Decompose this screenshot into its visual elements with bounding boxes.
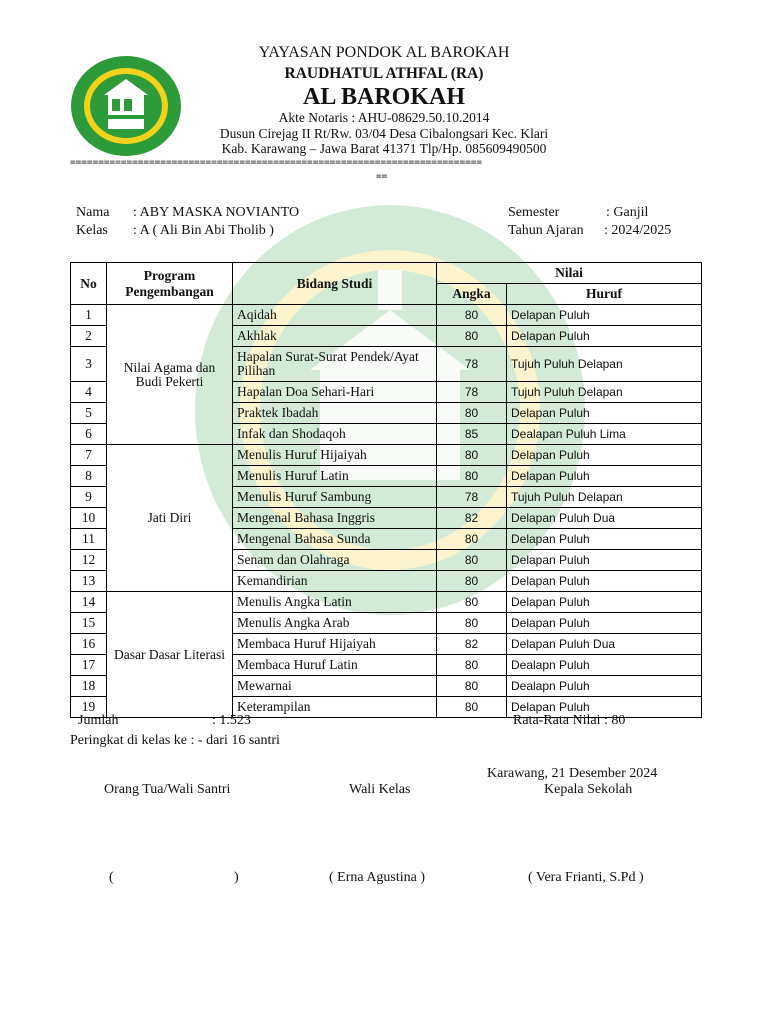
table-row <box>71 445 702 466</box>
peringkat-kelas: Peringkat di kelas ke : - dari 16 santri <box>70 733 280 748</box>
tahun-ajaran-value: : 2024/2025 <box>604 223 672 238</box>
score-words: Delapan Puluh <box>507 592 702 613</box>
row-number: 9 <box>71 487 107 508</box>
score-words: Dealapn Puluh <box>507 655 702 676</box>
row-number: 5 <box>71 403 107 424</box>
score-words: Delapan Puluh <box>507 550 702 571</box>
score-words: Delapan Puluh <box>507 466 702 487</box>
score-words: Delapan Puluh <box>507 571 702 592</box>
rata-rata-nilai: Rata-Rata Nilai : 80 <box>513 713 626 728</box>
semester-label: Semester <box>508 205 560 220</box>
subject-name: Mengenal Bahasa Sunda <box>233 529 437 550</box>
score-words: Delapan Puluh <box>507 529 702 550</box>
nama-label: Nama <box>76 205 110 220</box>
score-words: Tujuh Puluh Delapan <box>507 382 702 403</box>
score-number: 78 <box>437 347 507 382</box>
row-number: 16 <box>71 634 107 655</box>
row-number: 6 <box>71 424 107 445</box>
notary-deed: Akte Notaris : AHU-08629.50.10.2014 <box>278 110 490 125</box>
program-name: Nilai Agama dan Budi Pekerti <box>107 305 233 445</box>
score-number: 85 <box>437 424 507 445</box>
score-number: 80 <box>437 550 507 571</box>
grades-table <box>70 262 702 718</box>
row-number: 17 <box>71 655 107 676</box>
semester-value: : Ganjil <box>606 205 649 220</box>
score-number: 80 <box>437 613 507 634</box>
kepala-sekolah-name: ( Vera Frianti, S.Pd ) <box>528 870 644 885</box>
address-line-1: Dusun Cirejag II Rt/Rw. 03/04 Desa Cibalongsari Kec. Klari <box>219 126 549 141</box>
subject-name: Mengenal Bahasa Inggris <box>233 508 437 529</box>
school-name: AL BAROKAH <box>302 84 466 110</box>
subject-name: Senam dan Olahraga <box>233 550 437 571</box>
header-no: No <box>71 263 107 305</box>
score-words: Delapan Puluh <box>507 326 702 347</box>
score-number: 80 <box>437 305 507 326</box>
program-name: Jati Diri <box>107 445 233 592</box>
score-words: Delapan Puluh Dua <box>507 634 702 655</box>
row-number: 10 <box>71 508 107 529</box>
row-number: 2 <box>71 326 107 347</box>
parent-signature-title: Orang Tua/Wali Santri <box>104 782 231 797</box>
subject-name: Menulis Huruf Sambung <box>233 487 437 508</box>
parent-name-open: ( <box>109 870 114 885</box>
header-nilai: Nilai <box>437 263 702 284</box>
row-number: 8 <box>71 466 107 487</box>
row-number: 1 <box>71 305 107 326</box>
score-number: 80 <box>437 676 507 697</box>
header-separator-tail: == <box>376 171 388 182</box>
score-number: 78 <box>437 382 507 403</box>
subject-name: Menulis Huruf Hijaiyah <box>233 445 437 466</box>
subject-name: Membaca Huruf Hijaiyah <box>233 634 437 655</box>
subject-name: Mewarnai <box>233 676 437 697</box>
subject-name: Praktek Ibadah <box>233 403 437 424</box>
score-words: Tujuh Puluh Delapan <box>507 347 702 382</box>
foundation-name: YAYASAN PONDOK AL BAROKAH <box>258 44 510 61</box>
subject-name: Menulis Angka Arab <box>233 613 437 634</box>
header-angka: Angka <box>437 284 507 305</box>
parent-name-close: ) <box>234 870 239 885</box>
score-number: 80 <box>437 655 507 676</box>
score-words: Delapan Puluh <box>507 305 702 326</box>
score-number: 80 <box>437 592 507 613</box>
score-number: 80 <box>437 529 507 550</box>
subject-name: Kemandirian <box>233 571 437 592</box>
subject-name: Membaca Huruf Latin <box>233 655 437 676</box>
table-row <box>71 305 702 326</box>
score-number: 82 <box>437 508 507 529</box>
score-words: Dealapan Puluh Lima <box>507 424 702 445</box>
place-date: Karawang, 21 Desember 2024 <box>487 766 658 781</box>
header-separator: ========================================================================= <box>70 157 483 168</box>
table-row <box>71 592 702 613</box>
school-logo <box>70 55 182 157</box>
wali-kelas-name: ( Erna Agustina ) <box>329 870 426 885</box>
header-program: Program Pengembangan <box>107 263 233 305</box>
program-name: Dasar Dasar Literasi <box>107 592 233 718</box>
score-words: Delapan Puluh <box>507 697 702 718</box>
tahun-ajaran-label: Tahun Ajaran <box>508 223 584 238</box>
score-number: 80 <box>437 571 507 592</box>
kelas-value: : A ( Ali Bin Abi Tholib ) <box>133 223 274 238</box>
score-number: 80 <box>437 466 507 487</box>
row-number: 7 <box>71 445 107 466</box>
score-words: Tujuh Puluh Delapan <box>507 487 702 508</box>
score-words: Delapan Puluh <box>507 403 702 424</box>
score-number: 80 <box>437 445 507 466</box>
score-words: Delapan Puluh <box>507 613 702 634</box>
jumlah-value: : 1.523 <box>212 713 251 728</box>
score-number: 82 <box>437 634 507 655</box>
school-type: RAUDHATUL ATHFAL (RA) <box>284 65 484 82</box>
row-number: 15 <box>71 613 107 634</box>
subject-name: Hapalan Doa Sehari-Hari <box>233 382 437 403</box>
score-words: Delapan Puluh <box>507 445 702 466</box>
subject-name: Akhlak <box>233 326 437 347</box>
score-number: 80 <box>437 326 507 347</box>
subject-name: Hapalan Surat-Surat Pendek/Ayat Pilihan <box>233 347 437 382</box>
nama-value: : ABY MASKA NOVIANTO <box>133 205 300 220</box>
row-number: 11 <box>71 529 107 550</box>
score-words: Dealapn Puluh <box>507 676 702 697</box>
subject-name: Menulis Huruf Latin <box>233 466 437 487</box>
row-number: 13 <box>71 571 107 592</box>
row-number: 18 <box>71 676 107 697</box>
row-number: 4 <box>71 382 107 403</box>
header-bidang-studi: Bidang Studi <box>233 263 437 305</box>
subject-name: Infak dan Shodaqoh <box>233 424 437 445</box>
score-number: 78 <box>437 487 507 508</box>
kepala-sekolah-title: Kepala Sekolah <box>544 782 633 797</box>
kelas-label: Kelas <box>76 223 108 238</box>
header-huruf: Huruf <box>507 284 702 305</box>
score-number: 80 <box>437 403 507 424</box>
subject-name: Menulis Angka Latin <box>233 592 437 613</box>
row-number: 3 <box>71 347 107 382</box>
row-number: 19 <box>71 697 107 718</box>
wali-kelas-title: Wali Kelas <box>349 782 411 797</box>
score-words: Delapan Puluh Dua <box>507 508 702 529</box>
row-number: 14 <box>71 592 107 613</box>
jumlah-label: Jumlah <box>78 713 119 728</box>
score-number: 80 <box>437 697 507 718</box>
address-line-2: Kab. Karawang – Jawa Barat 41371 Tlp/Hp. 085609490500 <box>221 141 547 156</box>
subject-name: Aqidah <box>233 305 437 326</box>
row-number: 12 <box>71 550 107 571</box>
subject-name: Keterampilan <box>233 697 437 718</box>
